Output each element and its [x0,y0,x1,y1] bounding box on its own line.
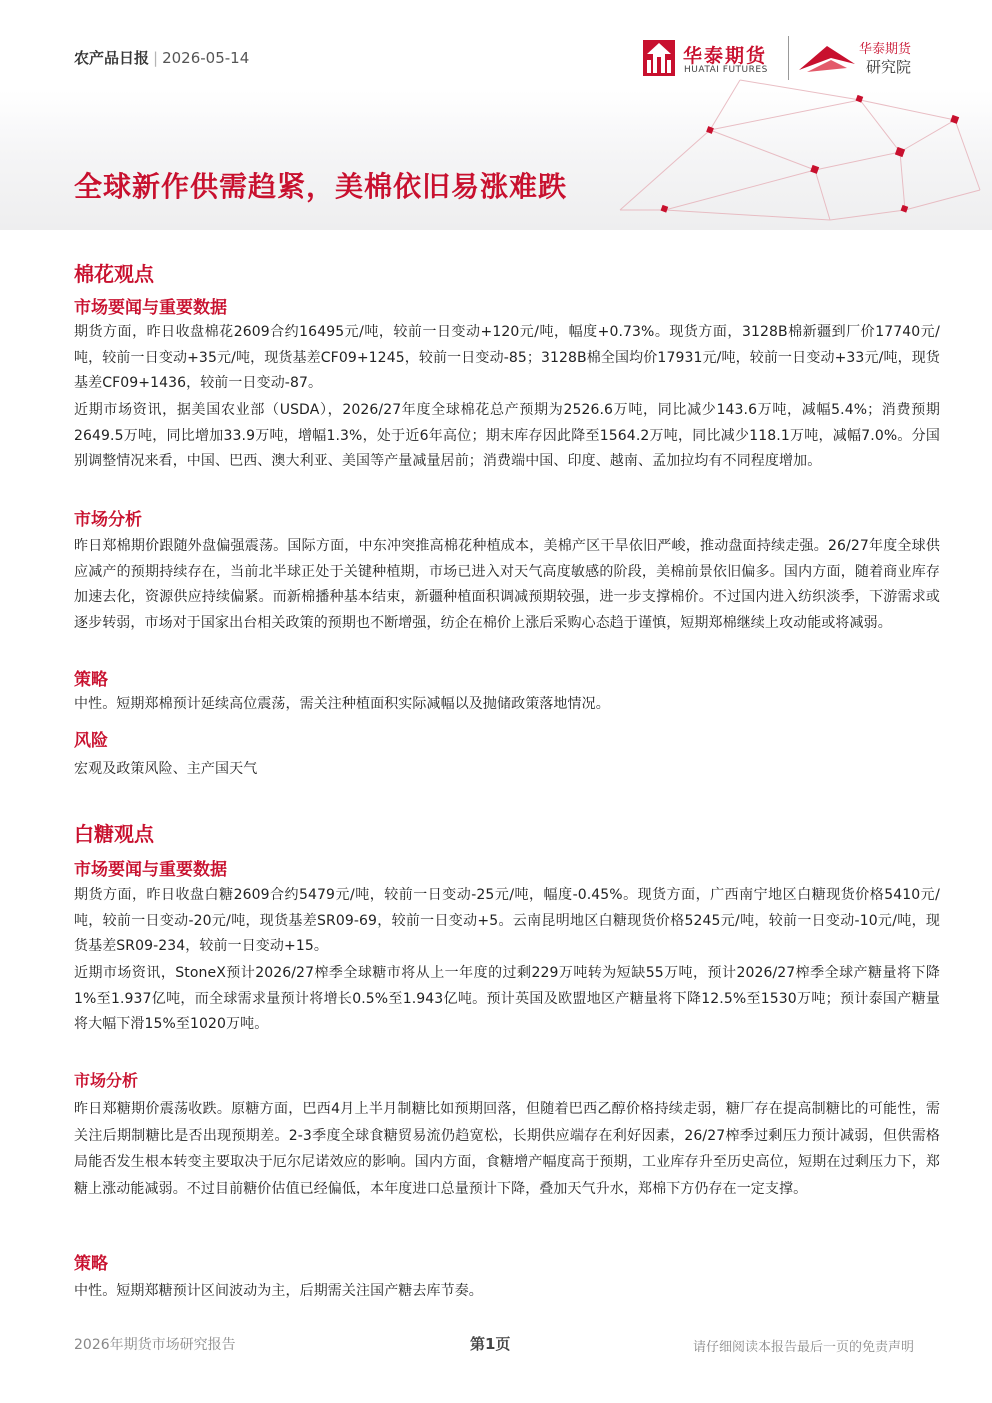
cotton-analysis-heading: 市场分析 [74,510,142,530]
page-header [0,0,992,230]
cotton-news-paragraph-2: 近期市场资讯，据美国农业部（USDA），2026/27年度全球棉花总产预期为2526.6万吨，同比减少143.6万吨，减幅5.4%；消费预期2649.5万吨，同比增加33.9万吨，增幅1.3%，处于近6年高位；期末库存因此降至1564.2万吨，同比减少118.1万吨，减幅7.0%。分国别调整情况来看，中国、巴西、澳大利亚、美国等产量减量居前；消费端中国、印度、越南、孟加拉均有不同程度增加。 [74,402,940,469]
institute-name-line1: 华泰期货 [859,42,912,57]
huatai-futures-logo [643,40,783,80]
sugar-news-heading: 市场要闻与重要数据 [74,860,227,880]
cotton-risk-paragraph: 宏观及政策风险、主产国天气 [74,761,258,777]
sugar-analysis-paragraph: 昨日郑糖期价震荡收跌。原糖方面，巴西4月上半月制糖比如预期回落，但随着巴西乙醇价格持续走弱，糖厂存在提高制糖比的可能性，需关注后期制糖比是否出现预期差。2-3季度全球食糖贸易流仍趋宽松，长期供应端存在利好因素，26/27榨季过剩压力预计减弱，但供需格局能否发生根本转变主要取决于厄尔尼诺效应的影响。国内方面，食糖增产幅度高于预期，工业库存升至历史高位，短期在过剩压力下，郑糖上涨动能减弱。不过目前糖价估值已经偏低，本年度进口总量预计下降，叠加天气升水，郑棉下方仍存在一定支撑。 [74,1101,940,1197]
cotton-risk-heading: 风险 [74,731,108,751]
cotton-section [74,258,940,287]
huatai-logo-icon [643,40,675,76]
report-date: 2026-05-14 [162,49,250,67]
cotton-analysis-heading-wrap [74,505,940,530]
sugar-strategy-paragraph: 中性。短期郑糖预计区间波动为主，后期需关注国产糖去库节奏。 [74,1283,483,1299]
report-tag [74,47,249,68]
cotton-strategy-paragraph: 中性。短期郑棉预计延续高位震荡，需关注种植面积实际减幅以及抛储政策落地情况。 [74,696,610,712]
sugar-strategy-heading-wrap [74,1249,940,1274]
cotton-strategy-paragraph-wrap [74,692,940,718]
cotton-news-heading-wrap [74,293,940,318]
footer-page-number: 第1页 [470,1335,511,1353]
cotton-risk-paragraph-wrap [74,757,940,783]
logo-chinese-name: 华泰期货 [683,45,768,67]
sugar-strategy-paragraph-wrap [74,1279,940,1305]
sugar-strategy-heading: 策略 [74,1254,108,1274]
footer-report-name: 2026年期货市场研究报告 [74,1337,236,1353]
cotton-strategy-heading-wrap [74,665,940,690]
cotton-analysis-paragraph-wrap [74,534,940,636]
sugar-heading: 白糖观点 [74,822,154,846]
sugar-news-paragraph-1: 期货方面，昨日收盘白糖2609合约5479元/吨，较前一日变动-25元/吨，幅度-0.45%。现货方面，广西南宁地区白糖现货价格5410元/吨，较前一日变动-20元/吨，现货基差SR09-69，较前一日变动+5。云南昆明地区白糖现货价格5245元/吨，较前一日变动-10元/吨，现货基差SR09-234，较前一日变动+15。 [74,887,940,954]
cotton-news-paragraph-1-wrap [74,320,940,397]
sugar-analysis-heading: 市场分析 [74,1071,139,1090]
cotton-news-paragraph-1: 期货方面，昨日收盘棉花2609合约16495元/吨，较前一日变动+120元/吨，幅度+0.73%。现货方面，3128B棉新疆到厂价17740元/吨，较前一日变动+35元/吨，现货基差CF09+1245，较前一日变动-85；3128B棉全国均价17931元/吨，较前一日变动+33元/吨，现货基差CF09+1436，较前一日变动-87。 [74,324,940,391]
sugar-news-paragraph-2: 近期市场资讯，StoneX预计2026/27榨季全球糖市将从上一年度的过剩229万吨转为短缺55万吨，预计2026/27榨季全球产糖量将下降1%至1.937亿吨，而全球需求量预计将增长0.5%至1.943亿吨。预计英国及欧盟地区产糖量将下降12.5%至1530万吨；预计泰国产糖量将大幅下滑15%至1020万吨。 [74,965,940,1032]
report-main-title: 全球新作供需趋紧，美棉依旧易涨难跌 [74,170,568,203]
sugar-analysis-paragraph-wrap [74,1096,940,1202]
cotton-strategy-heading: 策略 [74,670,108,690]
institute-logo-icon [797,40,857,76]
cotton-news-paragraph-2-wrap [74,398,940,475]
logo-divider [788,36,789,80]
logo-english-name: HUATAI FUTURES [684,65,768,75]
sugar-news-heading-wrap [74,855,940,880]
cotton-news-heading: 市场要闻与重要数据 [74,298,227,318]
header-network-decoration [560,60,992,230]
tag-separator: | [153,49,159,67]
sugar-section [74,818,940,847]
sugar-analysis-heading-wrap [74,1068,940,1091]
cotton-risk-heading-wrap [74,726,940,751]
institute-name-line2: 研究院 [866,58,912,76]
sugar-news-paragraph-2-wrap [74,961,940,1038]
sugar-news-paragraph-1-wrap [74,883,940,960]
cotton-heading: 棉花观点 [74,262,154,286]
cotton-analysis-paragraph: 昨日郑棉期价跟随外盘偏强震荡。国际方面，中东冲突推高棉花种植成本，美棉产区干旱依旧严峻，推动盘面持续走强。26/27年度全球供应减产的预期持续存在，当前北半球正处于关键种植期，市场已进入对天气高度敏感的阶段，美棉前景依旧偏多。国内方面，随着商业库存加速去化，资源供应持续偏紧。而新棉播种基本结束，新疆种植面积调减预期较强，进一步支撑棉价。不过国内进入纺织淡季，下游需求或逐步转弱，市场对于国家出台相关政策的预期也不断增强，纺企在棉价上涨后采购心态趋于谨慎，短期郑棉继续上攻动能或将减弱。 [74,538,940,631]
footer-disclaimer-note: 请仔细阅读本报告最后一页的免责声明 [692,1340,914,1355]
page-footer [0,1320,992,1403]
report-type: 农产品日报 [74,49,150,67]
